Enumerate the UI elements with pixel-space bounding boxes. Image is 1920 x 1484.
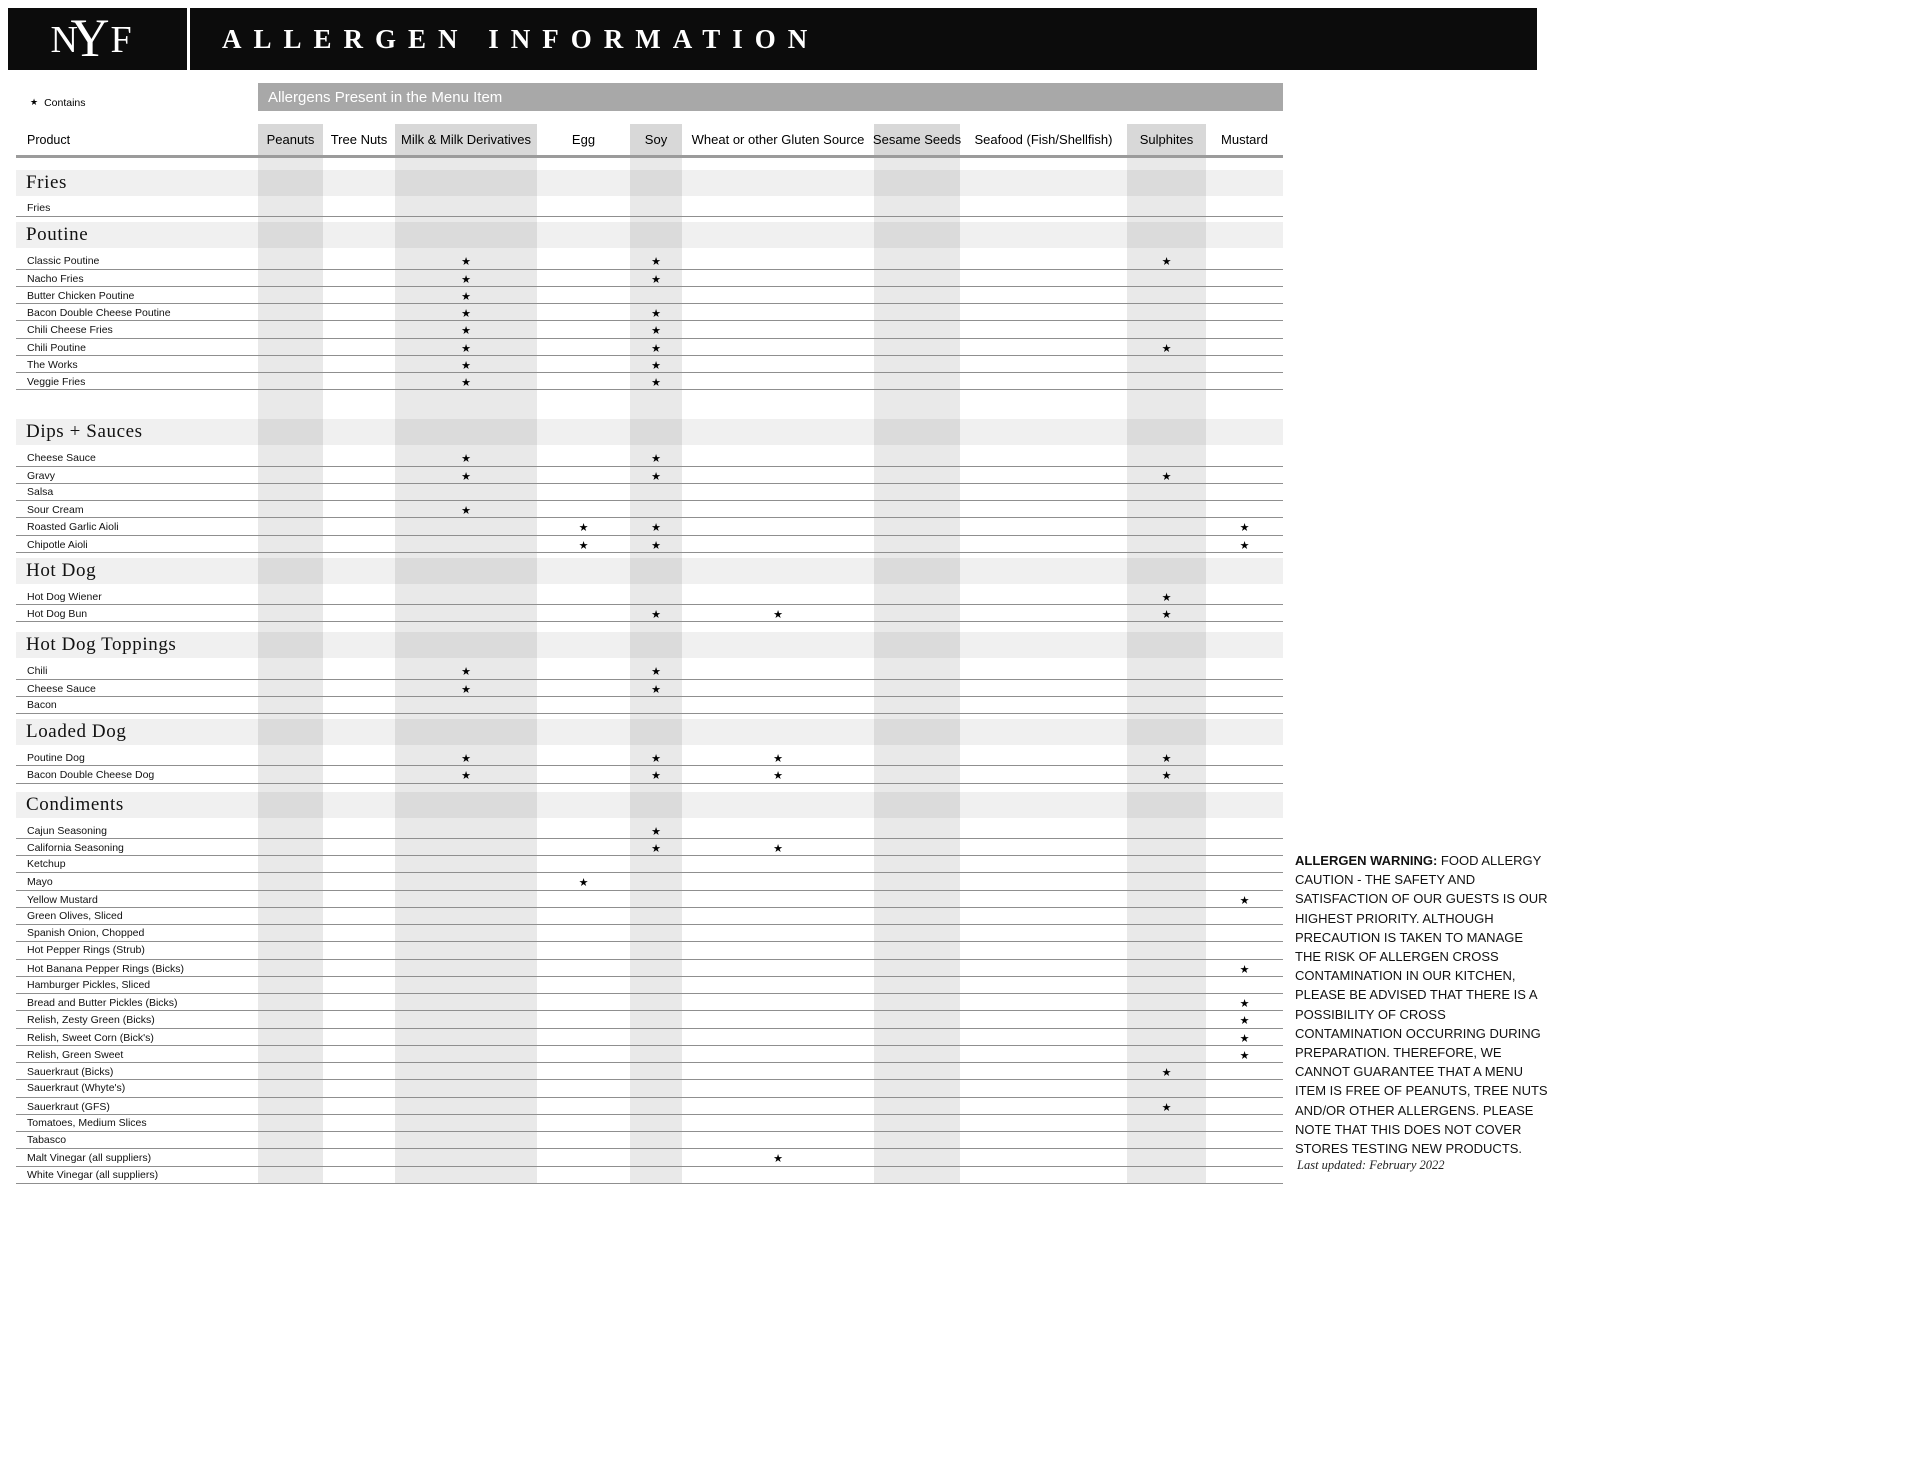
- product-name: California Seasoning: [27, 841, 124, 854]
- product-row: [16, 1167, 1283, 1184]
- star-icon: ★: [1239, 539, 1250, 552]
- star-icon: ★: [461, 342, 471, 355]
- product-name: Hot Pepper Rings (Strub): [27, 944, 145, 957]
- product-row: [16, 1098, 1283, 1115]
- contains-cell-milk: [395, 304, 537, 322]
- warning-label: ALLERGEN WARNING:: [1295, 853, 1438, 868]
- section-title: Hot Dog: [26, 559, 97, 581]
- product-name: Bread and Butter Pickles (Bicks): [27, 997, 178, 1009]
- contains-cell-sulphites: [1127, 588, 1206, 606]
- contains-cell-egg: [537, 518, 630, 536]
- contains-cell-milk: [395, 339, 537, 357]
- product-name: Butter Chicken Poutine: [27, 289, 135, 302]
- contains-cell-soy: [630, 270, 682, 288]
- contains-cell-milk: [395, 749, 537, 767]
- star-icon: ★: [1161, 770, 1172, 783]
- column-header-milk: Milk & Milk Derivatives: [395, 124, 537, 155]
- product-row: [16, 270, 1283, 287]
- product-row: [16, 942, 1283, 959]
- section-header-row: [16, 632, 1283, 658]
- contains-cell-milk: [395, 373, 537, 391]
- product-row: [16, 467, 1283, 484]
- star-icon: ★: [461, 470, 471, 483]
- contains-cell-mustard: [1206, 1029, 1283, 1047]
- contains-cell-sulphites: [1127, 252, 1206, 270]
- contains-cell-milk: [395, 321, 537, 339]
- contains-cell-soy: [630, 662, 682, 680]
- contains-cell-soy: [630, 605, 682, 623]
- product-name: Spanish Onion, Chopped: [27, 927, 145, 940]
- product-row: [16, 200, 1283, 217]
- product-name: Roasted Garlic Aioli: [27, 521, 119, 534]
- page-title: ALLERGEN INFORMATION: [222, 23, 820, 54]
- product-row: [16, 605, 1283, 622]
- product-name: Ketchup: [27, 858, 66, 871]
- column-header-row: [16, 124, 1283, 155]
- contains-cell-soy: [630, 449, 682, 467]
- star-icon: ★: [651, 273, 661, 286]
- product-row: [16, 1080, 1283, 1097]
- product-name: Relish, Sweet Corn (Bick's): [27, 1031, 154, 1044]
- section-header-row: [16, 170, 1283, 196]
- star-icon: ★: [1161, 1101, 1172, 1114]
- product-name: Hot Banana Pepper Rings (Bicks): [27, 962, 184, 975]
- contains-cell-wheat: [682, 1149, 874, 1167]
- star-icon: ★: [1161, 342, 1172, 355]
- star-icon: ★: [461, 453, 471, 466]
- star-icon: ★: [1239, 1032, 1250, 1045]
- contains-cell-mustard: [1206, 1011, 1283, 1029]
- contains-cell-sulphites: [1127, 467, 1206, 485]
- product-row: [16, 749, 1283, 766]
- product-name: Cheese Sauce: [27, 452, 96, 465]
- contains-cell-mustard: [1206, 536, 1283, 554]
- product-row: [16, 925, 1283, 942]
- product-name: Cajun Seasoning: [27, 824, 107, 837]
- product-row: [16, 662, 1283, 679]
- star-icon: ★: [651, 342, 661, 355]
- product-row: [16, 1011, 1283, 1028]
- contains-cell-soy: [630, 304, 682, 322]
- star-icon: ★: [461, 770, 471, 783]
- product-name: Chili Poutine: [27, 341, 86, 354]
- star-icon: ★: [651, 770, 661, 783]
- section-header-row: [16, 558, 1283, 584]
- contains-cell-soy: [630, 822, 682, 840]
- contains-cell-mustard: [1206, 1046, 1283, 1064]
- star-icon: ★: [1239, 963, 1250, 976]
- logo-letter: F: [110, 19, 132, 61]
- product-name: Bacon: [27, 698, 57, 711]
- column-header-sulphites: Sulphites: [1127, 124, 1206, 155]
- product-name: Poutine Dog: [27, 752, 85, 764]
- section-title: Condiments: [26, 793, 124, 815]
- product-name: Sour Cream: [27, 504, 84, 516]
- product-row: [16, 356, 1283, 373]
- star-icon: ★: [773, 842, 783, 855]
- product-name: Hot Dog Wiener: [27, 590, 102, 603]
- star-icon: ★: [1161, 591, 1172, 604]
- star-icon: ★: [1239, 894, 1250, 907]
- star-icon: ★: [461, 256, 471, 269]
- contains-cell-milk: [395, 680, 537, 698]
- product-name: Fries: [27, 202, 51, 215]
- contains-cell-soy: [630, 680, 682, 698]
- product-row: [16, 891, 1283, 908]
- star-icon: ★: [651, 308, 661, 320]
- product-row: [16, 856, 1283, 873]
- star-icon: ★: [651, 522, 661, 535]
- section-fries: [16, 170, 1283, 217]
- star-icon: ★: [30, 96, 39, 107]
- contains-cell-mustard: [1206, 891, 1283, 909]
- contains-cell-sulphites: [1127, 766, 1206, 784]
- contains-cell-mustard: [1206, 994, 1283, 1012]
- star-icon: ★: [651, 825, 661, 838]
- star-icon: ★: [651, 539, 661, 552]
- product-name: Sauerkraut (Whyte's): [27, 1082, 126, 1095]
- product-row: [16, 1046, 1283, 1063]
- contains-cell-wheat: [682, 605, 874, 623]
- contains-cell-soy: [630, 839, 682, 857]
- product-name: Relish, Green Sweet: [27, 1048, 124, 1061]
- star-icon: ★: [651, 753, 661, 765]
- star-icon: ★: [461, 308, 471, 320]
- product-name: Mayo: [27, 876, 53, 889]
- star-icon: ★: [651, 256, 661, 269]
- product-name: Hamburger Pickles, Sliced: [27, 978, 151, 991]
- logo-letter: Y: [70, 8, 110, 68]
- column-header-mustard: Mustard: [1221, 132, 1268, 147]
- contains-cell-soy: [630, 321, 682, 339]
- star-icon: ★: [461, 666, 471, 679]
- star-icon: ★: [651, 609, 661, 621]
- contains-cell-sulphites: [1127, 749, 1206, 767]
- product-name: Sauerkraut (GFS): [27, 1100, 110, 1113]
- product-name: Nacho Fries: [27, 272, 84, 285]
- column-header-peanuts: Peanuts: [258, 124, 323, 155]
- product-name: Hot Dog Bun: [27, 608, 88, 620]
- product-name: Chili Cheese Fries: [27, 324, 113, 337]
- product-name: White Vinegar (all suppliers): [27, 1168, 159, 1181]
- star-icon: ★: [461, 683, 471, 696]
- product-row: [16, 873, 1283, 890]
- product-name: Chipotle Aioli: [27, 538, 88, 551]
- contains-cell-wheat: [682, 749, 874, 767]
- contains-cell-sulphites: [1127, 1063, 1206, 1081]
- product-name: Salsa: [27, 485, 54, 498]
- product-row: [16, 697, 1283, 714]
- product-row: [16, 321, 1283, 338]
- last-updated: Last updated: February 2022: [1297, 1158, 1445, 1172]
- product-row: [16, 839, 1283, 856]
- contains-cell-wheat: [682, 839, 874, 857]
- contains-cell-soy: [630, 536, 682, 554]
- star-icon: ★: [1161, 609, 1172, 621]
- contains-cell-egg: [537, 873, 630, 891]
- contains-legend: [30, 97, 86, 109]
- star-icon: ★: [1161, 753, 1172, 765]
- nyf-monogram: [50, 8, 145, 68]
- star-icon: ★: [773, 770, 783, 783]
- section-condiments: [16, 792, 1283, 1184]
- product-name: Classic Poutine: [27, 255, 100, 268]
- contains-cell-soy: [630, 467, 682, 485]
- product-name: Cheese Sauce: [27, 682, 96, 695]
- contains-cell-sulphites: [1127, 1098, 1206, 1116]
- star-icon: ★: [1161, 256, 1172, 269]
- star-icon: ★: [461, 377, 471, 389]
- product-name: Green Olives, Sliced: [27, 909, 123, 922]
- product-row: [16, 766, 1283, 783]
- star-icon: ★: [461, 505, 471, 517]
- star-icon: ★: [651, 325, 661, 338]
- logo-letter: N: [50, 19, 78, 61]
- section-title: Loaded Dog: [26, 721, 127, 742]
- product-row: [16, 449, 1283, 466]
- product-row: [16, 588, 1283, 605]
- product-column-label: Product: [27, 132, 71, 147]
- section-hot-dog-toppings: [16, 632, 1283, 714]
- product-row: [16, 373, 1283, 390]
- star-icon: ★: [651, 842, 661, 855]
- star-icon: ★: [773, 1153, 783, 1166]
- product-row: [16, 1132, 1283, 1149]
- product-row: [16, 994, 1283, 1011]
- star-icon: ★: [651, 666, 661, 679]
- contains-cell-milk: [395, 252, 537, 270]
- contains-cell-milk: [395, 662, 537, 680]
- contains-cell-mustard: [1206, 960, 1283, 978]
- star-icon: ★: [651, 453, 661, 466]
- section-dips-sauces: [16, 419, 1283, 553]
- logo-box: [8, 8, 187, 70]
- contains-cell-egg: [537, 536, 630, 554]
- star-icon: ★: [461, 273, 471, 286]
- contains-cell-mustard: [1206, 518, 1283, 536]
- star-icon: ★: [773, 609, 783, 621]
- product-row: [16, 977, 1283, 994]
- section-header-row: [16, 792, 1283, 818]
- product-row: [16, 960, 1283, 977]
- contains-cell-soy: [630, 373, 682, 391]
- star-icon: ★: [1239, 1049, 1250, 1062]
- product-row: [16, 1115, 1283, 1132]
- product-name: Sauerkraut (Bicks): [27, 1066, 114, 1078]
- product-name: Tabasco: [27, 1134, 67, 1147]
- section-loaded-dog: [16, 719, 1283, 784]
- contains-cell-milk: [395, 270, 537, 288]
- star-icon: ★: [651, 683, 661, 696]
- section-header-row: [16, 719, 1283, 745]
- contains-cell-sulphites: [1127, 605, 1206, 623]
- contains-cell-soy: [630, 749, 682, 767]
- column-header-wheat: Wheat or other Gluten Source: [691, 132, 865, 147]
- contains-cell-milk: [395, 356, 537, 374]
- product-name: Relish, Zesty Green (Bicks): [27, 1014, 155, 1027]
- top-header-bar: [8, 8, 1537, 70]
- star-icon: ★: [578, 877, 589, 890]
- product-name: Malt Vinegar (all suppliers): [27, 1152, 152, 1165]
- product-row: [16, 822, 1283, 839]
- column-header-seafood: Seafood (Fish/Shellfish): [974, 132, 1113, 147]
- product-name: Tomatoes, Medium Slices: [27, 1116, 147, 1129]
- product-name: Bacon Double Cheese Poutine: [27, 307, 171, 319]
- product-name: The Works: [27, 358, 78, 371]
- product-row: [16, 287, 1283, 304]
- contains-cell-soy: [630, 766, 682, 784]
- column-header-soy: Soy: [630, 124, 682, 155]
- product-row: [16, 1029, 1283, 1046]
- product-row: [16, 1149, 1283, 1166]
- column-header-sesame: Sesame Seeds: [874, 124, 960, 155]
- star-icon: ★: [578, 539, 589, 552]
- star-icon: ★: [651, 377, 661, 389]
- star-icon: ★: [461, 359, 471, 372]
- section-title: Hot Dog Toppings: [26, 634, 177, 656]
- star-icon: ★: [578, 522, 589, 535]
- product-name: Bacon Double Cheese Dog: [27, 769, 155, 782]
- star-icon: ★: [1239, 522, 1250, 535]
- star-icon: ★: [461, 290, 471, 303]
- product-row: [16, 252, 1283, 269]
- contains-cell-milk: [395, 501, 537, 519]
- star-icon: ★: [1239, 998, 1250, 1010]
- product-name: Veggie Fries: [27, 376, 86, 388]
- contains-cell-sulphites: [1127, 339, 1206, 357]
- product-row: [16, 680, 1283, 697]
- warning-body: FOOD ALLERGY CAUTION - THE SAFETY AND SATISFACTION OF OUR GUESTS IS OUR HIGHEST PRIORITY. ALTHOUGH PRECAUTION IS TAKEN TO MANAGE THE RISK OF ALLERGEN CROSS CONTAMINATION IN OUR KITCHEN, PLEASE BE ADVISED THAT THERE IS A POSSIBILITY OF CROSS CONTAMINATION OCCURRING DURING PREPARATION. THEREFORE, WE CANNOT GUARANTEE THAT A MENU ITEM IS FREE OF PEANUTS, TREE NUTS AND/OR OTHER ALLERGENS. PLEASE NOTE THAT THIS DOES NOT COVER STORES TESTING NEW PRODUCTS.: [1295, 853, 1548, 1157]
- star-icon: ★: [1161, 470, 1172, 483]
- product-row: [16, 908, 1283, 925]
- star-icon: ★: [773, 753, 783, 765]
- section-title: Dips + Sauces: [26, 421, 143, 443]
- contains-cell-wheat: [682, 766, 874, 784]
- allergen-banner: Allergens Present in the Menu Item: [258, 83, 1283, 111]
- product-name: Yellow Mustard: [27, 893, 98, 906]
- contains-cell-milk: [395, 449, 537, 467]
- contains-cell-milk: [395, 467, 537, 485]
- contains-cell-soy: [630, 518, 682, 536]
- product-row: [16, 484, 1283, 501]
- star-icon: ★: [651, 359, 661, 372]
- star-icon: ★: [651, 470, 661, 483]
- contains-label: Contains: [44, 97, 86, 109]
- product-row: [16, 1063, 1283, 1080]
- contains-cell-milk: [395, 766, 537, 784]
- section-header-row: [16, 222, 1283, 248]
- product-row: [16, 304, 1283, 321]
- star-icon: ★: [461, 325, 471, 338]
- product-row: [16, 339, 1283, 356]
- column-header-egg: Egg: [571, 132, 596, 147]
- star-icon: ★: [1239, 1015, 1250, 1028]
- allergen-warning: [1295, 851, 1548, 1158]
- star-icon: ★: [1161, 1067, 1172, 1079]
- product-name: Gravy: [27, 469, 56, 482]
- product-row: [16, 518, 1283, 535]
- contains-cell-soy: [630, 356, 682, 374]
- section-header-row: [16, 419, 1283, 445]
- contains-cell-soy: [630, 252, 682, 270]
- star-icon: ★: [461, 753, 471, 765]
- section-poutine: [16, 222, 1283, 390]
- column-header-tree_nuts: Tree Nuts: [330, 132, 388, 147]
- product-name: Chili: [27, 665, 48, 678]
- header-divider: [187, 8, 190, 70]
- table-body: [16, 158, 1283, 1184]
- section-hot-dog: [16, 558, 1283, 623]
- section-title: Fries: [26, 172, 67, 193]
- product-row: [16, 536, 1283, 553]
- product-row: [16, 501, 1283, 518]
- contains-cell-soy: [630, 339, 682, 357]
- section-title: Poutine: [26, 224, 89, 246]
- contains-cell-milk: [395, 287, 537, 305]
